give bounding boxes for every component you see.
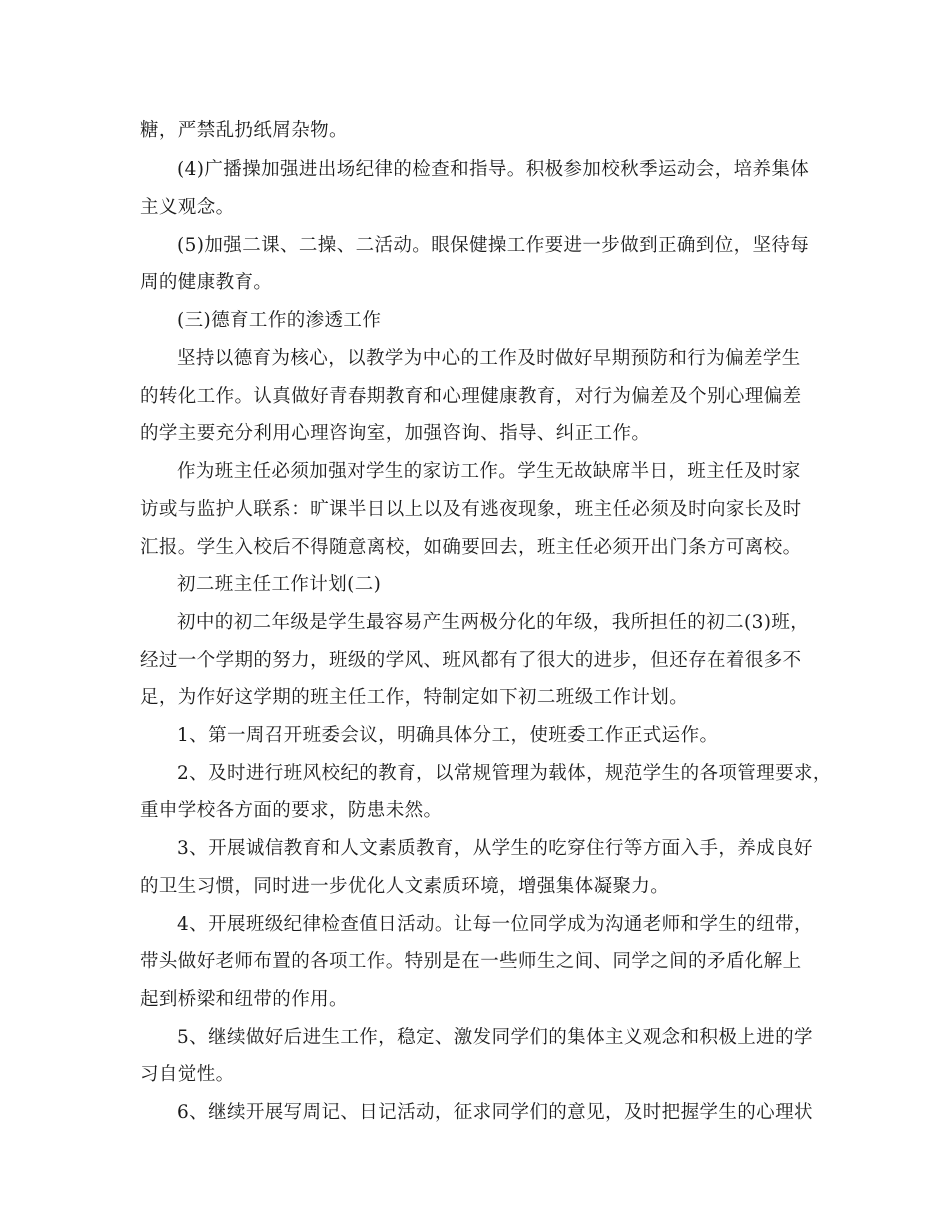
- text-line: 的卫生习惯，同时进一步优化人文素质环境，增强集体凝聚力。: [140, 876, 670, 897]
- text-line: 1、第一周召开班委会议，明确具体分工，使班委工作正式运作。: [177, 725, 719, 746]
- text-line: 初中的初二年级是学生最容易产生两极分化的年级，我所担任的初二(3)班，: [177, 612, 810, 633]
- text-line: 2、及时进行班风校纪的教育，以常规管理为载体，规范学生的各项管理要求，: [177, 763, 832, 784]
- text-line: 6、继续开展写周记、日记活动，征求同学们的意见，及时把握学生的心理状: [177, 1102, 813, 1123]
- text-line: 汇报。学生入校后不得随意离校，如确要回去，班主任必须开出门条方可离校。: [140, 537, 802, 558]
- text-line: 重申学校各方面的要求，防患未然。: [140, 800, 443, 821]
- text-line: 作为班主任必须加强对学生的家访工作。学生无故缺席半日，班主任及时家: [177, 461, 801, 482]
- text-line: 起到桥梁和纽带的作用。: [140, 989, 348, 1010]
- text-line: 4、开展班级纪律检查值日活动。让每一位同学成为沟通老师和学生的纽带，: [177, 914, 813, 935]
- text-line: 主义观念。: [140, 197, 235, 218]
- text-line: 周的健康教育。: [140, 272, 273, 293]
- text-line: 带头做好老师布置的各项工作。特别是在一些师生之间、同学之间的矛盾化解上: [140, 951, 802, 972]
- text-line: 习自觉性。: [140, 1064, 235, 1085]
- text-line: 坚持以德育为核心，以教学为中心的工作及时做好早期预防和行为偏差学生: [177, 348, 801, 369]
- text-line: 足，为作好这学期的班主任工作，特制定如下初二班级工作计划。: [140, 687, 689, 708]
- section-heading: (三)德育工作的渗透工作: [177, 310, 382, 331]
- text-line: (4)广播操加强进出场纪律的检查和指导。积极参加校秋季运动会，培养集体: [177, 159, 810, 180]
- text-line: 的转化工作。认真做好青春期教育和心理健康教育，对行为偏差及个别心理偏差: [140, 386, 802, 407]
- text-line: 3、开展诚信教育和人文素质教育，从学生的吃穿住行等方面入手，养成良好: [177, 838, 813, 859]
- text-line: 5、继续做好后进生工作，稳定、激发同学们的集体主义观念和积极上进的学: [177, 1027, 813, 1048]
- text-line: 经过一个学期的努力，班级的学风、班风都有了很大的进步，但还存在着很多不: [140, 650, 802, 671]
- section-heading: 初二班主任工作计划(二): [177, 574, 382, 595]
- text-line: 糖，严禁乱扔纸屑杂物。: [140, 120, 348, 141]
- text-line: 访或与监护人联系：旷课半日以上以及有逃夜现象，班主任必须及时向家长及时: [140, 499, 802, 520]
- text-line: 的学主要充分利用心理咨询室，加强咨询、指导、纠正工作。: [140, 423, 651, 444]
- text-line: (5)加强二课、二操、二活动。眼保健操工作要进一步做到正确到位，坚待每: [177, 235, 810, 256]
